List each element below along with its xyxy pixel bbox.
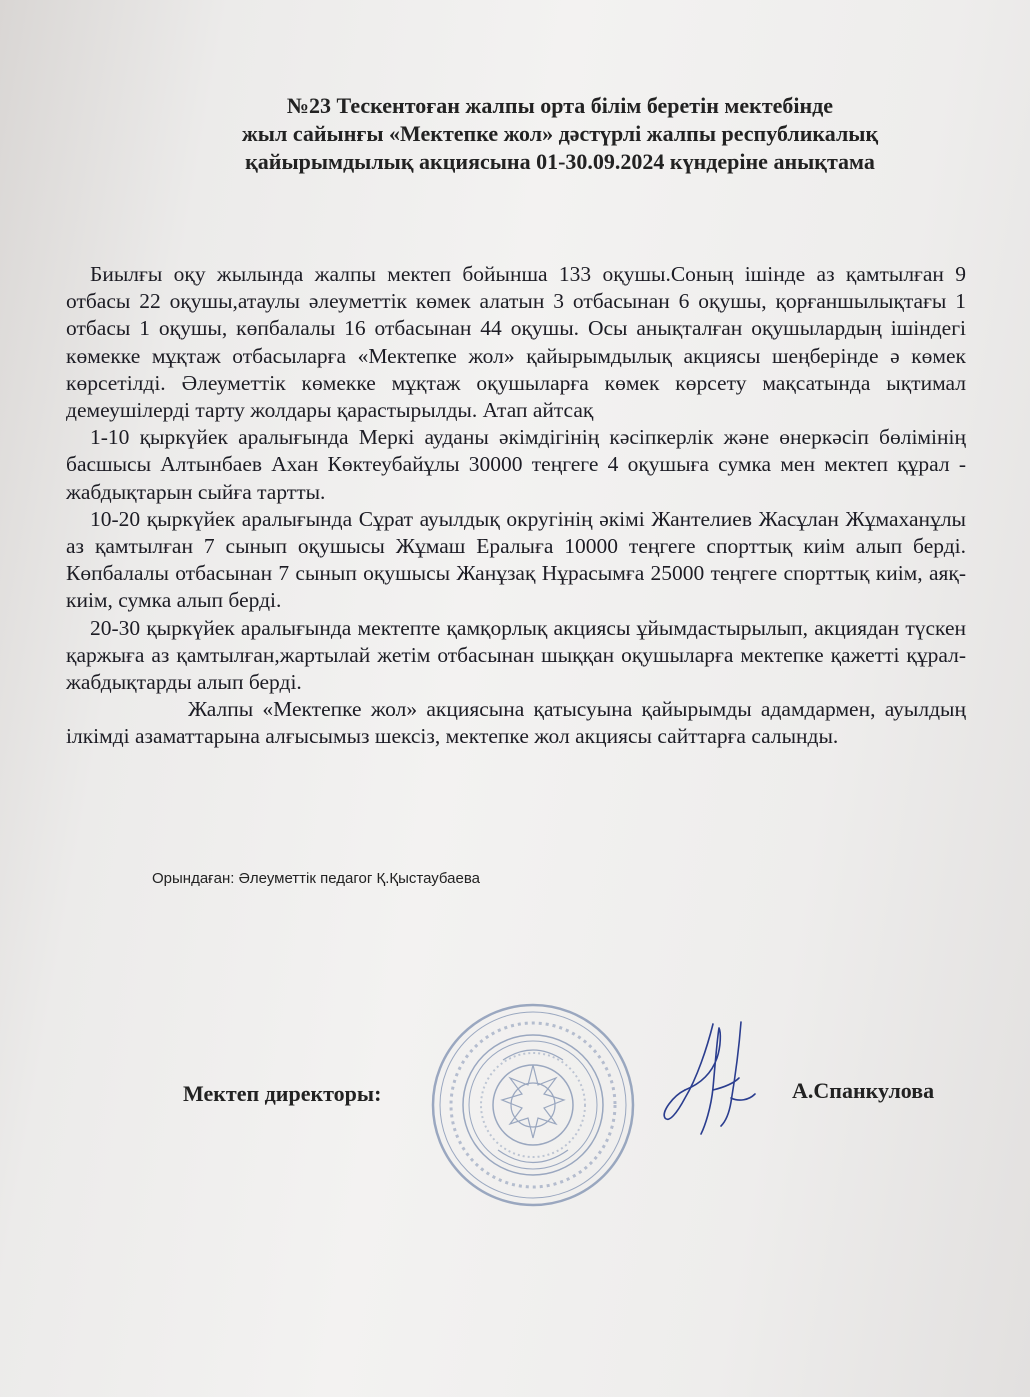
executor-line: Орындаған: Әлеуметтік педагог Қ.Қыстаубаева	[152, 870, 481, 887]
paragraph-sept-1-10: 1-10 қыркүйек аралығында Меркі ауданы әкімдігінің кәсіпкерлік және өнеркәсіп бөлімінің басшысы Алтынбаев Ахан Көктеубайұлы 30000 теңгеге 4 оқушыға сумка мен мектеп құрал - жабдықтарын сыйға тартты.	[66, 425, 966, 504]
title-line-1: №23 Тескентоған жалпы орта білім беретін мектебінде	[286, 93, 834, 118]
director-name: А.Спанкулова	[792, 1078, 935, 1103]
title-line-3: қайырымдылық акциясына 01-30.09.2024 күндеріне анықтама	[245, 149, 875, 174]
document-body	[66, 261, 966, 751]
paragraph-sept-10-20: 10-20 қыркүйек аралығында Сұрат ауылдық округінің әкімі Жантелиев Жасұлан Жұмаханұлы аз қамтылған 7 сынып оқушысы Жұмаш Ералыға 10000 теңгеге спорттық киім алып берді. Көпбалалы отбасынан 7 сынып оқушысы Жанұзақ Нұрасымға 25000 теңгеге спорттық киім, аяқ-киім, сумка алып берді.	[66, 506, 966, 613]
paragraph-intro: Биылғы оқу жылында жалпы мектеп бойынша 133 оқушы.Соның ішінде аз қамтылған 9 отбасы 22 оқушы,атаулы әлеуметтік көмек алатын 3 отбасынан 6 оқушы, қорғаншылықтағы 1 отбасы 1 оқушы, көпбалалы 16 отбасынан 44 оқушы. Осы анықталған оқушылардың ішіндегі көмекке мұқтаж отбасыларға «Мектепке жол» қайырымдылық акциясы шеңберінде ә көмек көрсетілді. Әлеуметтік көмекке мұқтаж оқушыларға көмек көрсету мақсатында ықтимал демеушілерді тарту жолдары қарастырылды. Атап айтсақ	[66, 262, 966, 423]
document-title	[150, 92, 970, 176]
paragraph-closing: Жалпы «Мектепке жол» акциясына қатысуына қайырымды адамдармен, ауылдың ілкімді азаматтарына алғысымыз шексіз, мектепке жол акциясы сайттарға салынды.	[66, 697, 966, 749]
paragraph-sept-20-30: 20-30 қыркүйек аралығында мектепте қамқорлық акциясы ұйымдастырылып, акциядан түскен қаржыға аз қамтылған,жартылай жетім отбасынан шыққан оқушыларға мектепке қажетті құрал-жабдықтарды алып берді.	[66, 615, 966, 695]
handwritten-signature-icon	[655, 1018, 765, 1138]
director-label: Мектеп директоры:	[183, 1081, 382, 1106]
title-line-2: жыл сайынғы «Мектепке жол» дәстүрлі жалпы республикалық	[241, 121, 879, 146]
round-seal-icon	[428, 1000, 638, 1210]
